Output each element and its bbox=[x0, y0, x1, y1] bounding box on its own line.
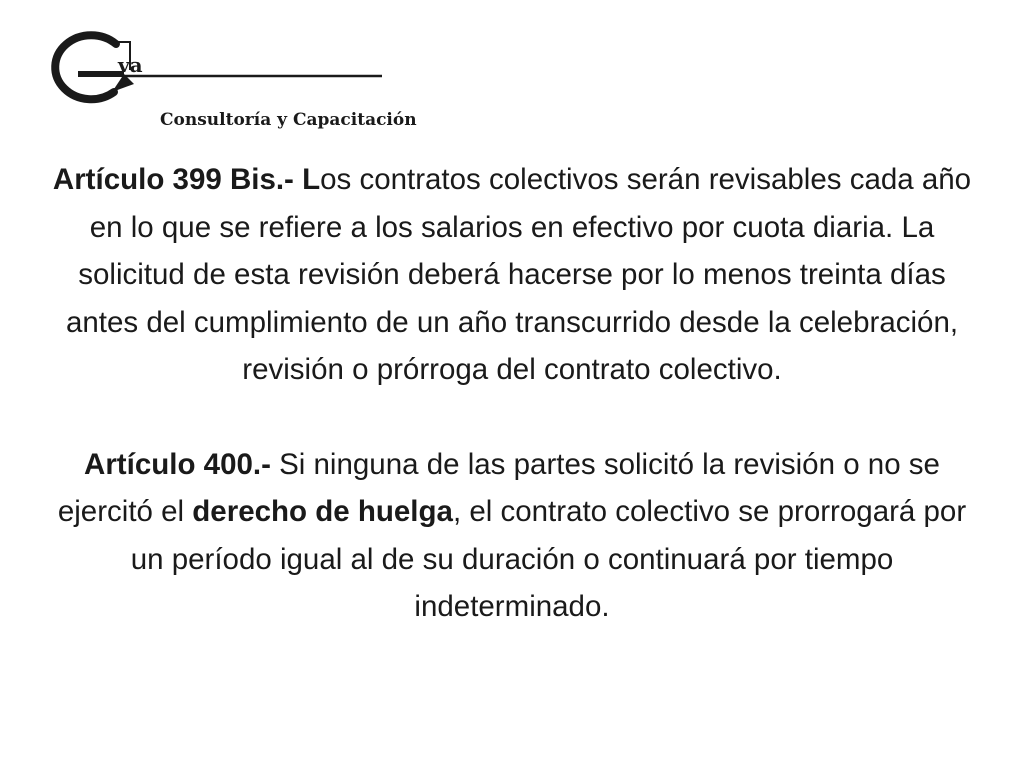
logo-monogram: va bbox=[118, 53, 143, 77]
article-heading: Artículo 399 Bis.- L bbox=[52, 163, 321, 196]
article-text: os contratos colectivos serán revisables cada año en lo que se refiere a los salarios en efectivo por cuota diaria. La solicitud de esta revisión deberá hacerse por lo menos treinta días antes del cumplimiento de un año transcurrido desde la celebración, revisión o prórroga del contrato colectivo. bbox=[65, 163, 972, 386]
company-logo bbox=[28, 30, 417, 130]
logo-tagline: Consultoría y Capacitación bbox=[160, 110, 417, 130]
article-399-bis bbox=[40, 156, 984, 394]
article-bold-phrase: derecho de huelga bbox=[192, 495, 453, 528]
article-400 bbox=[40, 441, 984, 631]
article-text-before: Si ninguna de las partes solicitó la revisión o no se ejercitó el bbox=[57, 447, 940, 528]
article-heading: Artículo 400.- bbox=[84, 447, 271, 481]
article-text-after: , el contrato colectivo se prorrogará por un período igual al de su duración o continuará por tiempo indeterminado. bbox=[130, 495, 967, 623]
logo-mark bbox=[28, 30, 388, 110]
document-body bbox=[40, 156, 984, 631]
